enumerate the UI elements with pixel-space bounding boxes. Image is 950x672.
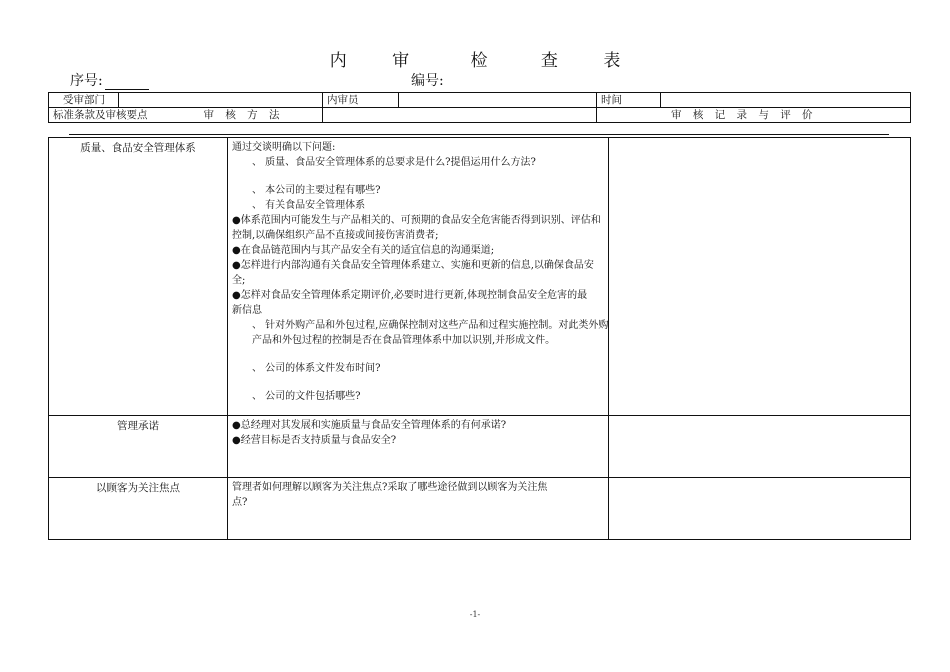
code-number-label: 编号: — [411, 73, 444, 89]
title-char: 检 — [470, 51, 488, 71]
header-row-columns — [49, 108, 911, 123]
method-line: 、 质量、食品安全管理体系的总要求是什么?提倡运用什么方法? — [252, 157, 536, 168]
record-cell[interactable] — [609, 416, 911, 478]
time-label: 时间 — [597, 93, 661, 108]
auditor-value[interactable] — [399, 93, 597, 108]
method-line: 、 公司的体系文件发布时间? — [252, 363, 381, 374]
title-char: 内 — [329, 51, 347, 71]
method-line: ●经营目标是否支持质量与食品安全? — [232, 435, 397, 446]
method-line: ●体系范围内可能发生与产品相关的、可预期的食品安全危害能否得到识别、评估和 — [232, 215, 601, 226]
record-cell[interactable] — [609, 478, 911, 540]
clause-cell: 质量、食品安全管理体系 — [49, 138, 228, 416]
method-cell — [228, 138, 609, 416]
method-line: ●怎样进行内部沟通有关食品安全管理体系建立、实施和更新的信息,以确保食品安 — [232, 260, 594, 271]
serial-number-blank[interactable] — [105, 75, 149, 90]
method-line: 产品和外包过程的控制是否在食品管理体系中加以识别,并形成文件。 — [252, 335, 556, 346]
record-cell[interactable] — [609, 138, 911, 416]
divider-line — [69, 134, 889, 135]
title-char: 查 — [540, 51, 558, 71]
method-line: 通过交谈明确以下问题: — [232, 142, 336, 153]
method-line: 、 针对外购产品和外包过程,应确保控制对这些产品和过程实施控制。对此类外购 — [252, 320, 609, 331]
title-char: 审 — [392, 51, 410, 71]
method-line: 、 公司的文件包括哪些? — [252, 391, 361, 402]
method-line: 、 有关食品安全管理体系 — [252, 200, 366, 211]
table-row — [49, 416, 911, 478]
code-number-field — [411, 70, 444, 90]
method-line: 、 本公司的主要过程有哪些? — [252, 185, 381, 196]
method-line: 点? — [232, 497, 248, 508]
clause-column-header — [49, 108, 323, 123]
clause-cell: 管理承诺 — [49, 416, 228, 478]
method-column-label: 审 核 方 法 — [203, 109, 284, 121]
page-number: -1- — [469, 610, 481, 619]
dept-value[interactable] — [119, 93, 323, 108]
serial-number-label: 序号: — [70, 73, 103, 89]
method-line: ●在食品链范围内与其产品安全有关的适宜信息的沟通渠道; — [232, 245, 495, 256]
dept-label: 受审部门 — [49, 93, 119, 108]
clause-cell: 以顾客为关注焦点 — [49, 478, 228, 540]
table-row — [49, 138, 911, 416]
clause-column-label: 标准条款及审核要点 — [53, 109, 148, 121]
header-table — [48, 92, 911, 123]
auditor-label: 内审员 — [323, 93, 399, 108]
serial-number-field — [70, 70, 149, 90]
blank-line — [232, 376, 604, 389]
method-line: ●怎样对食品安全管理体系定期评价,必要时进行更新,体现控制食品安全危害的最 — [232, 290, 588, 301]
header-row-dept — [49, 93, 911, 108]
audit-checklist-table — [48, 137, 911, 540]
method-cell — [228, 416, 609, 478]
blank-line — [232, 170, 604, 183]
table-row — [49, 478, 911, 540]
method-column-cell — [323, 108, 597, 123]
method-line: 全; — [232, 275, 246, 286]
method-line: 新信息 — [232, 305, 262, 316]
blank-line — [232, 348, 604, 361]
title-char: 表 — [603, 51, 621, 71]
method-line: 管理者如何理解以顾客为关注焦点?采取了哪些途径做到以顾客为关注焦 — [232, 482, 548, 493]
page-title — [0, 46, 950, 71]
method-line: ●总经理对其发展和实施质量与食品安全管理体系的有何承诺? — [232, 420, 507, 431]
time-value[interactable] — [661, 93, 911, 108]
record-column-header: 审 核 记 录 与 评 价 — [597, 108, 911, 123]
method-line: 控制,以确保组织产品不直接或间接伤害消费者; — [232, 230, 439, 241]
method-cell — [228, 478, 609, 540]
